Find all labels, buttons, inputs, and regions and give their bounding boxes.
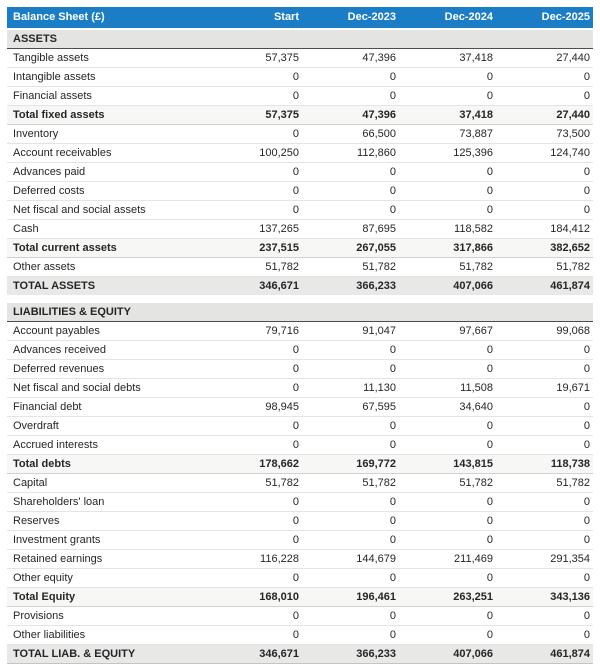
cell-value: 51,782 xyxy=(302,474,399,493)
cell-value: 0 xyxy=(205,68,302,87)
cell-value: 0 xyxy=(205,87,302,106)
cell-value: 291,354 xyxy=(496,550,593,569)
cell-value: 0 xyxy=(399,341,496,360)
cell-value: 0 xyxy=(205,379,302,398)
cell-value: 27,440 xyxy=(496,49,593,68)
cell-value: 0 xyxy=(205,607,302,626)
row-label: Total Equity xyxy=(7,588,205,607)
table-row xyxy=(7,239,593,258)
table-row xyxy=(7,436,593,455)
cell-value: 0 xyxy=(399,182,496,201)
cell-value: 37,418 xyxy=(399,49,496,68)
table-row xyxy=(7,550,593,569)
column-header-dec-2025: Dec-2025 xyxy=(496,7,593,29)
cell-value: 0 xyxy=(302,163,399,182)
cell-value: 19,671 xyxy=(496,379,593,398)
row-label: Advances paid xyxy=(7,163,205,182)
cell-value: 0 xyxy=(496,163,593,182)
cell-value: 267,055 xyxy=(302,239,399,258)
cell-value xyxy=(399,29,496,49)
cell-value: 0 xyxy=(399,512,496,531)
cell-value: 0 xyxy=(496,68,593,87)
cell-value: 47,396 xyxy=(302,49,399,68)
table-row xyxy=(7,512,593,531)
cell-value: 87,695 xyxy=(302,220,399,239)
cell-value: 0 xyxy=(205,531,302,550)
cell-value: 0 xyxy=(302,436,399,455)
row-label: Total debts xyxy=(7,455,205,474)
cell-value: 51,782 xyxy=(205,474,302,493)
cell-value: 144,679 xyxy=(302,550,399,569)
row-label: Net fiscal and social debts xyxy=(7,379,205,398)
cell-value: 0 xyxy=(302,493,399,512)
cell-value: 11,508 xyxy=(399,379,496,398)
table-row xyxy=(7,322,593,341)
table-row xyxy=(7,474,593,493)
cell-value: 0 xyxy=(496,626,593,645)
cell-value: 0 xyxy=(399,493,496,512)
cell-value: 100,250 xyxy=(205,144,302,163)
cell-value: 0 xyxy=(302,531,399,550)
row-label: Overdraft xyxy=(7,417,205,436)
row-label: Deferred costs xyxy=(7,182,205,201)
cell-value: 0 xyxy=(205,417,302,436)
row-label: Other liabilities xyxy=(7,626,205,645)
cell-value: 343,136 xyxy=(496,588,593,607)
row-label: Deferred revenues xyxy=(7,360,205,379)
table-row xyxy=(7,455,593,474)
cell-value: 0 xyxy=(399,569,496,588)
cell-value: 118,738 xyxy=(496,455,593,474)
cell-value: 184,412 xyxy=(496,220,593,239)
cell-value: 0 xyxy=(496,182,593,201)
cell-value: 0 xyxy=(302,417,399,436)
cell-value: 57,375 xyxy=(205,49,302,68)
cell-value xyxy=(205,299,302,322)
cell-value: 67,595 xyxy=(302,398,399,417)
cell-value: 0 xyxy=(496,531,593,550)
cell-value xyxy=(205,29,302,49)
cell-value: 97,667 xyxy=(399,322,496,341)
cell-value: 0 xyxy=(496,398,593,417)
table-row xyxy=(7,360,593,379)
cell-value: 0 xyxy=(496,436,593,455)
cell-value: 0 xyxy=(399,68,496,87)
cell-value: 0 xyxy=(496,512,593,531)
cell-value: 66,500 xyxy=(302,125,399,144)
table-row xyxy=(7,182,593,201)
row-label: Reserves xyxy=(7,512,205,531)
cell-value: 51,782 xyxy=(496,258,593,277)
cell-value: 0 xyxy=(399,417,496,436)
row-label: Capital xyxy=(7,474,205,493)
cell-value: 263,251 xyxy=(399,588,496,607)
cell-value xyxy=(399,299,496,322)
cell-value: 366,233 xyxy=(302,277,399,300)
cell-value: 0 xyxy=(205,125,302,144)
row-label: Provisions xyxy=(7,607,205,626)
table-row xyxy=(7,29,593,49)
cell-value: 79,716 xyxy=(205,322,302,341)
cell-value: 0 xyxy=(205,569,302,588)
cell-value: 0 xyxy=(399,360,496,379)
row-label: Financial assets xyxy=(7,87,205,106)
cell-value: 0 xyxy=(302,569,399,588)
cell-value: 0 xyxy=(496,607,593,626)
row-label: Inventory xyxy=(7,125,205,144)
table-row xyxy=(7,87,593,106)
cell-value: 51,782 xyxy=(399,474,496,493)
cell-value: 34,640 xyxy=(399,398,496,417)
cell-value: 0 xyxy=(302,626,399,645)
row-label: Tangible assets xyxy=(7,49,205,68)
cell-value: 73,887 xyxy=(399,125,496,144)
table-row xyxy=(7,144,593,163)
row-label: Net fiscal and social assets xyxy=(7,201,205,220)
table-row xyxy=(7,68,593,87)
column-header-dec-2023: Dec-2023 xyxy=(302,7,399,29)
cell-value: 51,782 xyxy=(205,258,302,277)
row-label: Financial debt xyxy=(7,398,205,417)
row-label: Accrued interests xyxy=(7,436,205,455)
row-label: Other assets xyxy=(7,258,205,277)
cell-value: 196,461 xyxy=(302,588,399,607)
row-label: Account payables xyxy=(7,322,205,341)
cell-value: 0 xyxy=(302,68,399,87)
table-row xyxy=(7,201,593,220)
table-row xyxy=(7,379,593,398)
cell-value: 47,396 xyxy=(302,106,399,125)
row-label: Total fixed assets xyxy=(7,106,205,125)
cell-value: 57,375 xyxy=(205,106,302,125)
cell-value xyxy=(496,299,593,322)
cell-value: 0 xyxy=(496,360,593,379)
row-label: Retained earnings xyxy=(7,550,205,569)
cell-value: 124,740 xyxy=(496,144,593,163)
row-label: Intangible assets xyxy=(7,68,205,87)
cell-value: 0 xyxy=(399,436,496,455)
cell-value xyxy=(302,29,399,49)
cell-value: 237,515 xyxy=(205,239,302,258)
row-label: TOTAL ASSETS xyxy=(7,277,205,300)
row-label: LIABILITIES & EQUITY xyxy=(7,299,205,322)
cell-value: 168,010 xyxy=(205,588,302,607)
cell-value: 0 xyxy=(205,182,302,201)
table-row xyxy=(7,569,593,588)
row-label: Cash xyxy=(7,220,205,239)
table-row xyxy=(7,49,593,68)
cell-value: 0 xyxy=(302,512,399,531)
cell-value: 169,772 xyxy=(302,455,399,474)
cell-value: 99,068 xyxy=(496,322,593,341)
cell-value: 178,662 xyxy=(205,455,302,474)
cell-value: 137,265 xyxy=(205,220,302,239)
cell-value: 407,066 xyxy=(399,277,496,300)
cell-value: 211,469 xyxy=(399,550,496,569)
cell-value: 0 xyxy=(399,531,496,550)
cell-value: 73,500 xyxy=(496,125,593,144)
cell-value: 0 xyxy=(399,607,496,626)
table-row xyxy=(7,645,593,664)
cell-value: 0 xyxy=(496,201,593,220)
cell-value: 118,582 xyxy=(399,220,496,239)
cell-value: 0 xyxy=(302,341,399,360)
cell-value: 0 xyxy=(205,436,302,455)
cell-value: 0 xyxy=(496,341,593,360)
table-row xyxy=(7,607,593,626)
cell-value: 0 xyxy=(302,87,399,106)
cell-value: 0 xyxy=(205,512,302,531)
table-header-row xyxy=(7,7,593,29)
cell-value: 125,396 xyxy=(399,144,496,163)
cell-value: 382,652 xyxy=(496,239,593,258)
row-label: Shareholders' loan xyxy=(7,493,205,512)
column-header-start: Start xyxy=(205,7,302,29)
cell-value: 0 xyxy=(302,607,399,626)
cell-value: 91,047 xyxy=(302,322,399,341)
table-row xyxy=(7,341,593,360)
cell-value: 0 xyxy=(496,417,593,436)
table-row xyxy=(7,220,593,239)
cell-value xyxy=(302,299,399,322)
cell-value: 0 xyxy=(205,341,302,360)
table-row xyxy=(7,531,593,550)
table-row xyxy=(7,277,593,300)
cell-value: 112,860 xyxy=(302,144,399,163)
cell-value: 116,228 xyxy=(205,550,302,569)
cell-value: 0 xyxy=(205,493,302,512)
cell-value: 461,874 xyxy=(496,277,593,300)
cell-value: 0 xyxy=(302,360,399,379)
table-row xyxy=(7,417,593,436)
cell-value: 0 xyxy=(399,201,496,220)
cell-value: 346,671 xyxy=(205,645,302,664)
table-row xyxy=(7,106,593,125)
cell-value: 0 xyxy=(205,201,302,220)
cell-value: 0 xyxy=(205,163,302,182)
table-row xyxy=(7,588,593,607)
cell-value: 143,815 xyxy=(399,455,496,474)
row-label: ASSETS xyxy=(7,29,205,49)
row-label: Investment grants xyxy=(7,531,205,550)
cell-value: 461,874 xyxy=(496,645,593,664)
cell-value: 51,782 xyxy=(399,258,496,277)
column-header-dec-2024: Dec-2024 xyxy=(399,7,496,29)
balance-sheet-table xyxy=(7,7,593,664)
table-title: Balance Sheet (£) xyxy=(7,7,205,29)
cell-value: 0 xyxy=(302,201,399,220)
table-row xyxy=(7,258,593,277)
table-row xyxy=(7,398,593,417)
cell-value: 0 xyxy=(496,493,593,512)
row-label: Account receivables xyxy=(7,144,205,163)
cell-value: 0 xyxy=(399,163,496,182)
row-label: TOTAL LIAB. & EQUITY xyxy=(7,645,205,664)
cell-value: 317,866 xyxy=(399,239,496,258)
cell-value: 0 xyxy=(205,626,302,645)
cell-value: 407,066 xyxy=(399,645,496,664)
cell-value xyxy=(496,29,593,49)
cell-value: 0 xyxy=(399,87,496,106)
cell-value: 98,945 xyxy=(205,398,302,417)
table-row xyxy=(7,299,593,322)
cell-value: 0 xyxy=(302,182,399,201)
table-body xyxy=(7,29,593,664)
table-row xyxy=(7,626,593,645)
table-row xyxy=(7,493,593,512)
row-label: Advances received xyxy=(7,341,205,360)
cell-value: 27,440 xyxy=(496,106,593,125)
cell-value: 346,671 xyxy=(205,277,302,300)
cell-value: 51,782 xyxy=(496,474,593,493)
cell-value: 11,130 xyxy=(302,379,399,398)
cell-value: 0 xyxy=(496,87,593,106)
row-label: Total current assets xyxy=(7,239,205,258)
cell-value: 37,418 xyxy=(399,106,496,125)
table-row xyxy=(7,125,593,144)
cell-value: 51,782 xyxy=(302,258,399,277)
row-label: Other equity xyxy=(7,569,205,588)
table-row xyxy=(7,163,593,182)
cell-value: 0 xyxy=(496,569,593,588)
cell-value: 366,233 xyxy=(302,645,399,664)
cell-value: 0 xyxy=(399,626,496,645)
cell-value: 0 xyxy=(205,360,302,379)
